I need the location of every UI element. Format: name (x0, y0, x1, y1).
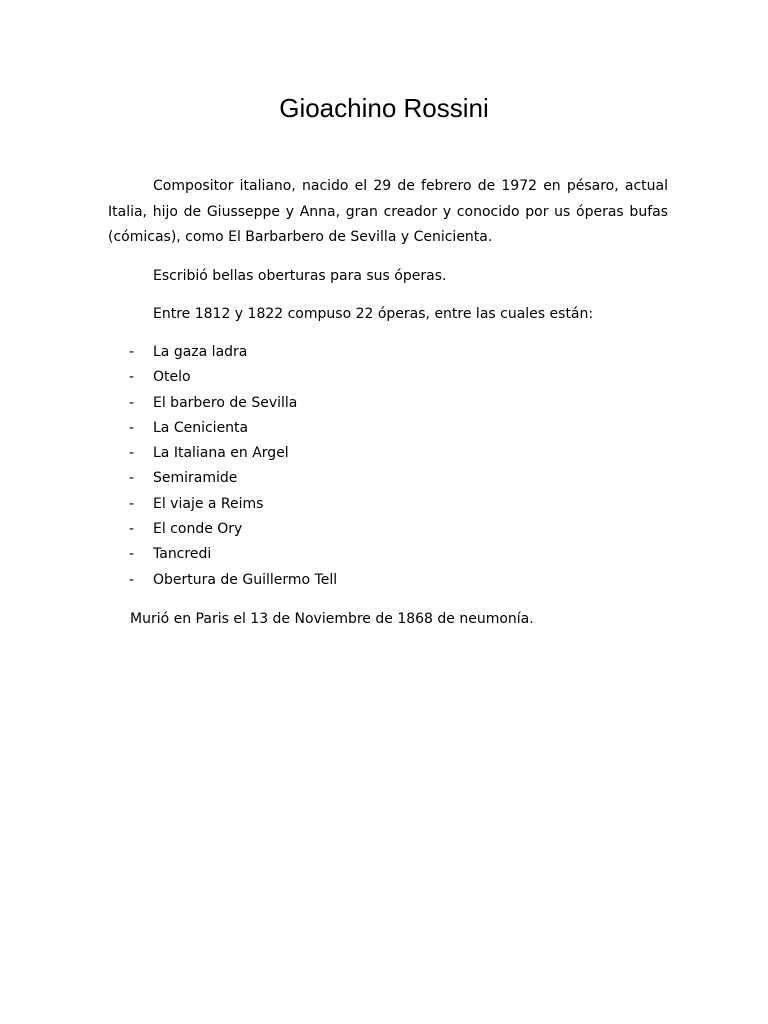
list-item (108, 466, 337, 491)
list-bullet: - (129, 470, 135, 487)
intro-paragraph: Compositor italiano, nacido el 29 de febrero de 1972 en pésaro, actual Italia, hijo de Giusseppe y Anna, gran creador y conocido por us óperas bufas (cómicas), como El Barbarbero de Sevilla y Cenicienta. (108, 178, 668, 245)
list-item-text: Obertura de Guillermo Tell (153, 571, 338, 588)
death-paragraph: Murió en Paris el 13 de Noviembre de 1868 de neumonía. (130, 611, 534, 627)
list-item (108, 492, 337, 517)
list-item (108, 441, 337, 466)
list-item-text: El viaje a Reims (153, 495, 264, 512)
list-bullet: - (129, 445, 135, 462)
opera-list (108, 340, 337, 593)
list-item (108, 542, 337, 567)
list-item (108, 517, 337, 542)
list-item-text: La Cenicienta (153, 419, 249, 436)
list-item (108, 340, 337, 365)
list-item-text: La Italiana en Argel (153, 445, 289, 462)
list-item (108, 365, 337, 390)
list-item-text: La gaza ladra (153, 344, 248, 360)
list-bullet: - (129, 419, 135, 436)
list-item-text: El conde Ory (153, 521, 243, 538)
list-item (108, 568, 337, 593)
list-bullet: - (129, 394, 135, 411)
list-item-text: Tancredi (153, 546, 212, 563)
list-item-text: El barbero de Sevilla (153, 394, 298, 411)
list-item (108, 391, 337, 416)
list-item (108, 416, 337, 441)
list-item-text: Otelo (153, 369, 191, 386)
overtures-paragraph: Escribió bellas oberturas para sus óperas. (153, 268, 447, 284)
page-title: Gioachino Rossini (279, 93, 489, 123)
list-item-text: Semiramide (153, 470, 238, 487)
list-bullet: - (129, 521, 135, 538)
list-bullet: - (129, 546, 135, 563)
operas-intro-paragraph: Entre 1812 y 1822 compuso 22 óperas, entre las cuales están: (153, 306, 594, 322)
list-bullet: - (129, 495, 135, 512)
list-bullet: - (129, 344, 135, 360)
list-bullet: - (129, 369, 135, 386)
list-bullet: - (129, 571, 135, 588)
